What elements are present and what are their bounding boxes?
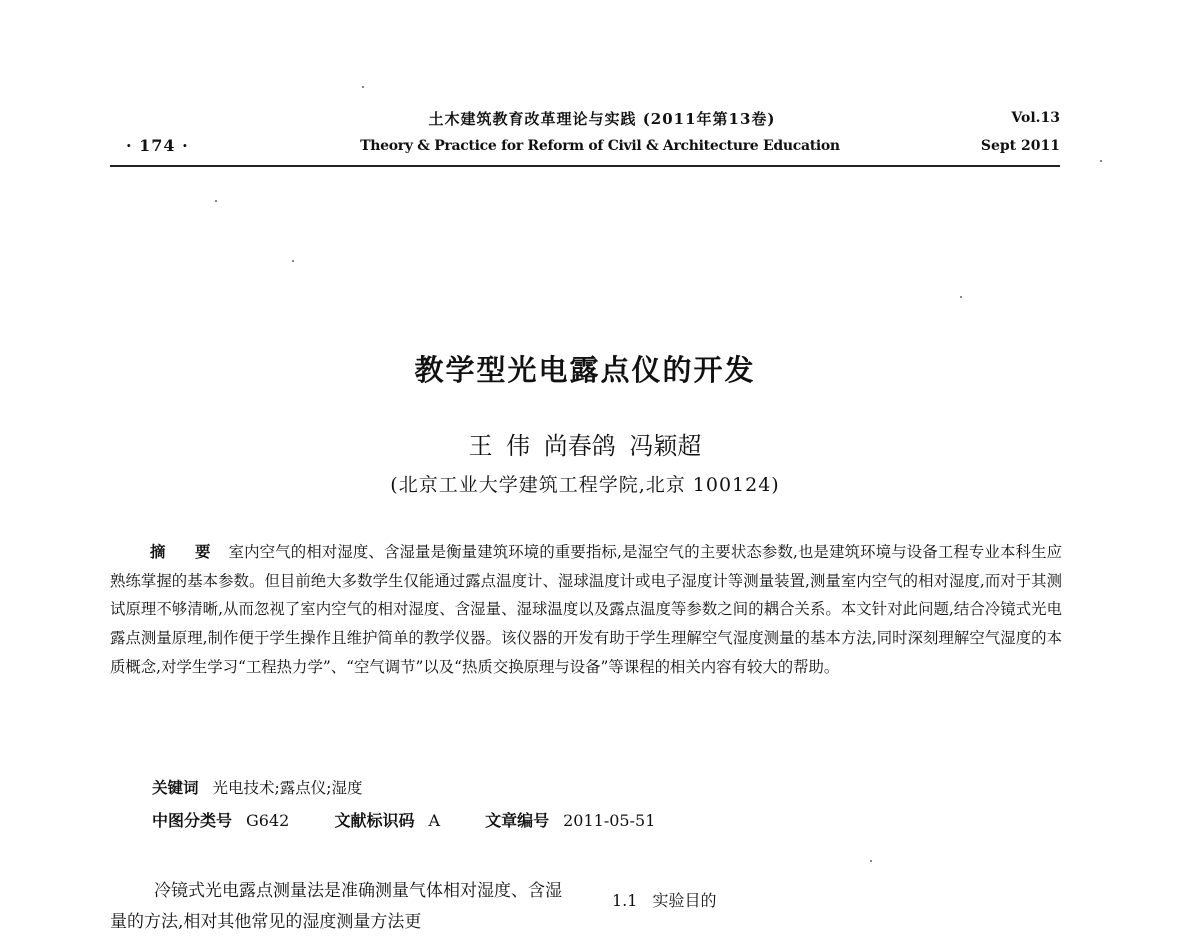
- keywords-text: 光电技术;露点仪;湿度: [212, 779, 363, 797]
- abstract-label: 摘 要: [150, 543, 223, 561]
- article-no-label: 文章编号: [485, 811, 550, 830]
- scan-speck: [960, 296, 962, 298]
- body-intro-paragraph: 冷镜式光电露点测量法是准确测量气体相对湿度、含湿量的方法,相对其他常见的湿度测量方法更: [110, 881, 562, 932]
- article-no-value: 2011-05-51: [563, 811, 656, 830]
- scan-speck: [362, 86, 364, 88]
- classification-line: [152, 808, 655, 831]
- volume-label: Vol.13: [1011, 110, 1060, 126]
- section-heading: 1.1 实验目的: [612, 891, 717, 910]
- scan-speck: [215, 200, 217, 202]
- journal-title-cn: 土木建筑教育改革理论与实践 (2011年第13卷): [428, 110, 776, 128]
- keywords-line: [152, 776, 362, 798]
- clc-value: G642: [246, 811, 290, 830]
- doc-code-value: A: [428, 811, 441, 830]
- page-number: · 174 ·: [126, 136, 189, 155]
- paper-affiliation: (北京工业大学建筑工程学院,北京 100124): [390, 474, 780, 496]
- paper-authors: 王 伟 尚春鸽 冯颖超: [468, 432, 702, 460]
- scan-speck: [870, 860, 872, 862]
- issue-date: Sept 2011: [980, 138, 1060, 154]
- scan-speck: [1100, 160, 1102, 162]
- doc-code-label: 文献标识码: [334, 811, 415, 830]
- clc-label: 中图分类号: [152, 811, 233, 830]
- scan-speck: [292, 260, 294, 262]
- journal-title-en: Theory & Practice for Reform of Civil & Architecture Education: [360, 138, 840, 154]
- keywords-label: 关键词: [152, 778, 199, 797]
- paper-title: 教学型光电露点仪的开发: [414, 353, 756, 387]
- header-rule: [110, 165, 1060, 167]
- abstract: [110, 538, 1062, 682]
- abstract-text: 室内空气的相对湿度、含湿量是衡量建筑环境的重要指标,是湿空气的主要状态参数,也是建筑环境与设备工程专业本科生应熟练掌握的基本参数。但目前绝大多数学生仅能通过露点温度计、湿球温度计或电子湿度计等测量装置,测量室内空气的相对湿度,而对于其测试原理不够清晰,从而忽视了室内空气的相对湿度、含湿量、湿球温度以及露点温度等参数之间的耦合关系。本文针对此问题,结合冷镜式光电露点测量原理,制作便于学生操作且维护简单的教学仪器。该仪器的开发有助于学生理解空气湿度测量的基本方法,同时深刻理解空气湿度的本质概念,对学生学习“工程热力学”、“空气调节”以及“热质交换原理与设备”等课程的相关内容有较大的帮助。: [110, 543, 1063, 676]
